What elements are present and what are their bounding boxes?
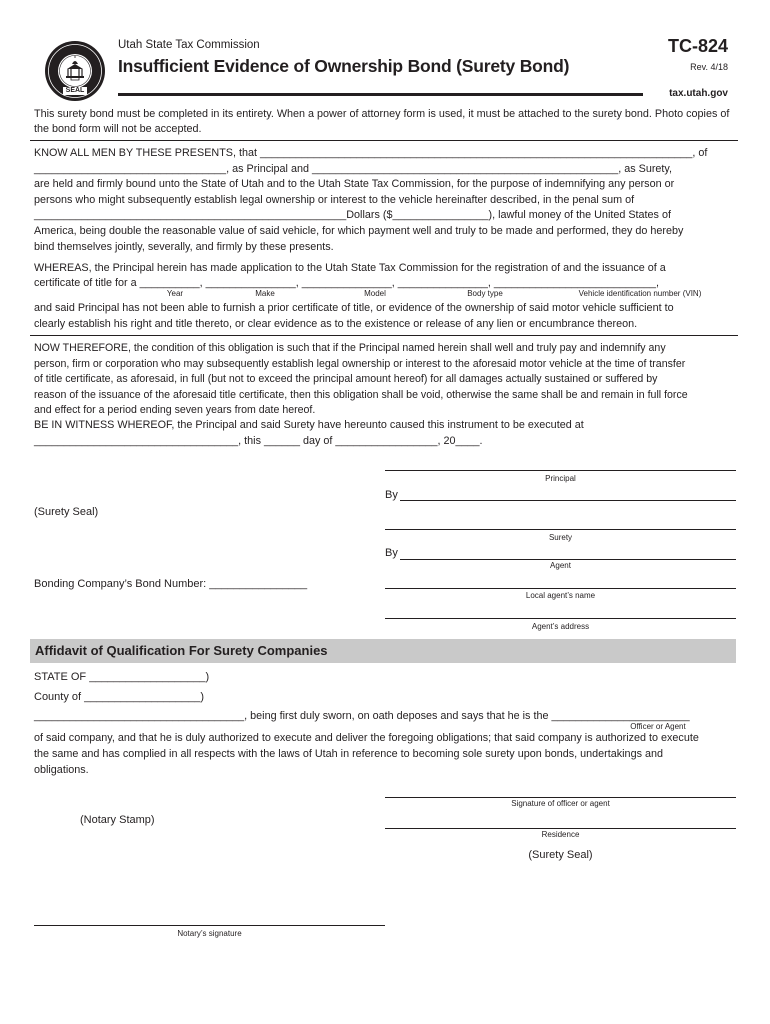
by-label: By [385, 489, 398, 501]
label-vin: Vehicle identification number (VIN) [578, 289, 702, 298]
divider [30, 335, 738, 336]
whereas-line-2: certificate of title for a __________, _______________, _______________, _______________, ___________________________, [34, 277, 659, 289]
now-therefore-line-4: reason of the issuance of the aforesaid title certificate, then this obligation shall be void, otherwise the same shall be and remain in full force [34, 388, 688, 401]
intro-text: This surety bond must be completed in its entirety. When a power of attorney form is used, it must be attached to the surety bond. Photo copies of the bond form will not be accepted. [34, 108, 730, 135]
know-all-line-3: are held and firmly bound unto the State of Utah and to the Utah State Tax Commission, for the purpose of indemnifying any person or [34, 178, 675, 191]
form-number: TC-824 [667, 36, 728, 56]
label-body-type: Body type [467, 289, 503, 298]
bond-number-field[interactable]: Bonding Company’s Bond Number: ________________ [34, 578, 308, 590]
notary-signature-line[interactable] [34, 925, 385, 926]
divider [30, 140, 738, 141]
principal-signature-line[interactable] [385, 470, 736, 471]
agent-address-line[interactable] [385, 618, 736, 619]
witness-line-1: BE IN WITNESS WHEREOF, the Principal and said Surety have hereunto caused this instrument to be executed at [34, 419, 584, 431]
residence-line[interactable] [385, 828, 736, 829]
know-all-line-6: America, being double the reasonable value of said vehicle, for which payment well and truly to be made and performed, they do hereby [34, 224, 684, 237]
agent-by-line[interactable] [400, 559, 736, 560]
now-therefore-section [34, 341, 738, 419]
know-all-section [34, 146, 738, 255]
agent-address-label: Agent’s address [531, 622, 590, 631]
notary-stamp-label: (Notary Stamp) [80, 814, 155, 826]
know-all-line-4: persons who might subsequently establish legal ownership or interest to the vehicle hereinafter described, in the penal sum of [34, 193, 635, 206]
principal-label: Principal [545, 474, 576, 483]
surety-seal-label: (Surety Seal) [528, 849, 593, 861]
state-seal [44, 40, 106, 102]
surety-signature-line[interactable] [385, 529, 736, 530]
affidavit-line-1: ___________________________________, being first duly sworn, on oath deposes and says that he is the _______________________ [34, 710, 690, 722]
whereas-line-4: clearly establish his right and title thereto, or clear evidence as to the existence or release of any lien or encumbrance thereon. [34, 318, 638, 330]
notary-signature-label: Notary’s signature [177, 929, 242, 938]
now-therefore-line-1: NOW THEREFORE, the condition of this obligation is such that if the Principal named herein shall well and truly pay and indemnify any [34, 342, 666, 354]
vehicle-field-labels [0, 289, 770, 299]
witness-line-2: __________________________________, this ______ day of _________________, 20____. [34, 435, 483, 447]
local-agent-line[interactable] [385, 588, 736, 589]
label-year: Year [166, 289, 184, 298]
surety-label: Surety [548, 533, 573, 542]
label-model: Model [364, 289, 386, 298]
revision-date: Rev. 4/18 [690, 62, 728, 72]
principal-by-line[interactable] [400, 500, 736, 501]
whereas-line-3: and said Principal has not been able to furnish a prior certificate of title, or evidence of the ownership of said motor vehicle sufficient to [34, 302, 674, 314]
affidavit-heading: Affidavit of Qualification For Surety Companies [35, 643, 328, 658]
know-all-line-5: ____________________________________________________Dollars ($________________), lawful money of the United States of [34, 209, 671, 222]
seal-bottom-text: SEAL [65, 87, 85, 94]
now-therefore-line-2: person, firm or corporation who may subsequently establish legal ownership or interest to the aforesaid motor vehicle at the time of transfer [34, 357, 686, 370]
affidavit-line-4: obligations. [34, 764, 89, 776]
affidavit-heading-bar [30, 639, 736, 663]
whereas-line-1: WHEREAS, the Principal herein has made application to the Utah State Tax Commission for the registration of and the issuance of a [34, 262, 666, 274]
label-make: Make [255, 289, 275, 298]
title-underline [118, 93, 643, 96]
now-therefore-line-5: and effect for a period ending seven years from date hereof. [34, 404, 316, 417]
website: tax.utah.gov [669, 88, 728, 99]
know-all-line-1: KNOW ALL MEN BY THESE PRESENTS, that ________________________________________________________________________, of [34, 147, 708, 159]
affidavit-line-3: the same and has complied in all respects with the laws of Utah in reference to becoming sole surety upon bonds, undertakings and [34, 748, 663, 760]
county-field[interactable]: County of ___________________) [34, 691, 205, 703]
surety-seal-label: (Surety Seal) [34, 506, 99, 518]
form-title: Insufficient Evidence of Ownership Bond (Surety Bond) [118, 56, 570, 76]
state-field[interactable]: STATE OF ___________________) [34, 671, 210, 683]
agent-label: Agent [550, 561, 571, 570]
by-label: By [385, 547, 398, 559]
know-all-line-2: ________________________________, as Principal and ___________________________________________________, as Surety, [34, 162, 673, 175]
affidavit-line-2: of said company, and that he is duly authorized to execute and deliver the foregoing obligations; that said company is authorized to execute [34, 732, 699, 744]
residence-label: Residence [541, 830, 580, 839]
officer-signature-line[interactable] [385, 797, 736, 798]
local-agent-label: Local agent’s name [525, 591, 596, 600]
agency-name: Utah State Tax Commission [118, 39, 260, 51]
know-all-line-7: bind themselves jointly, severally, and firmly by these presents. [34, 240, 334, 253]
officer-agent-label: Officer or Agent [630, 722, 686, 731]
now-therefore-line-3: of title certificate, as aforesaid, in full (but not to exceed the principal amount hereof) for all damages actually sustained or suffered by [34, 373, 658, 386]
officer-signature-label: Signature of officer or agent [511, 799, 610, 808]
